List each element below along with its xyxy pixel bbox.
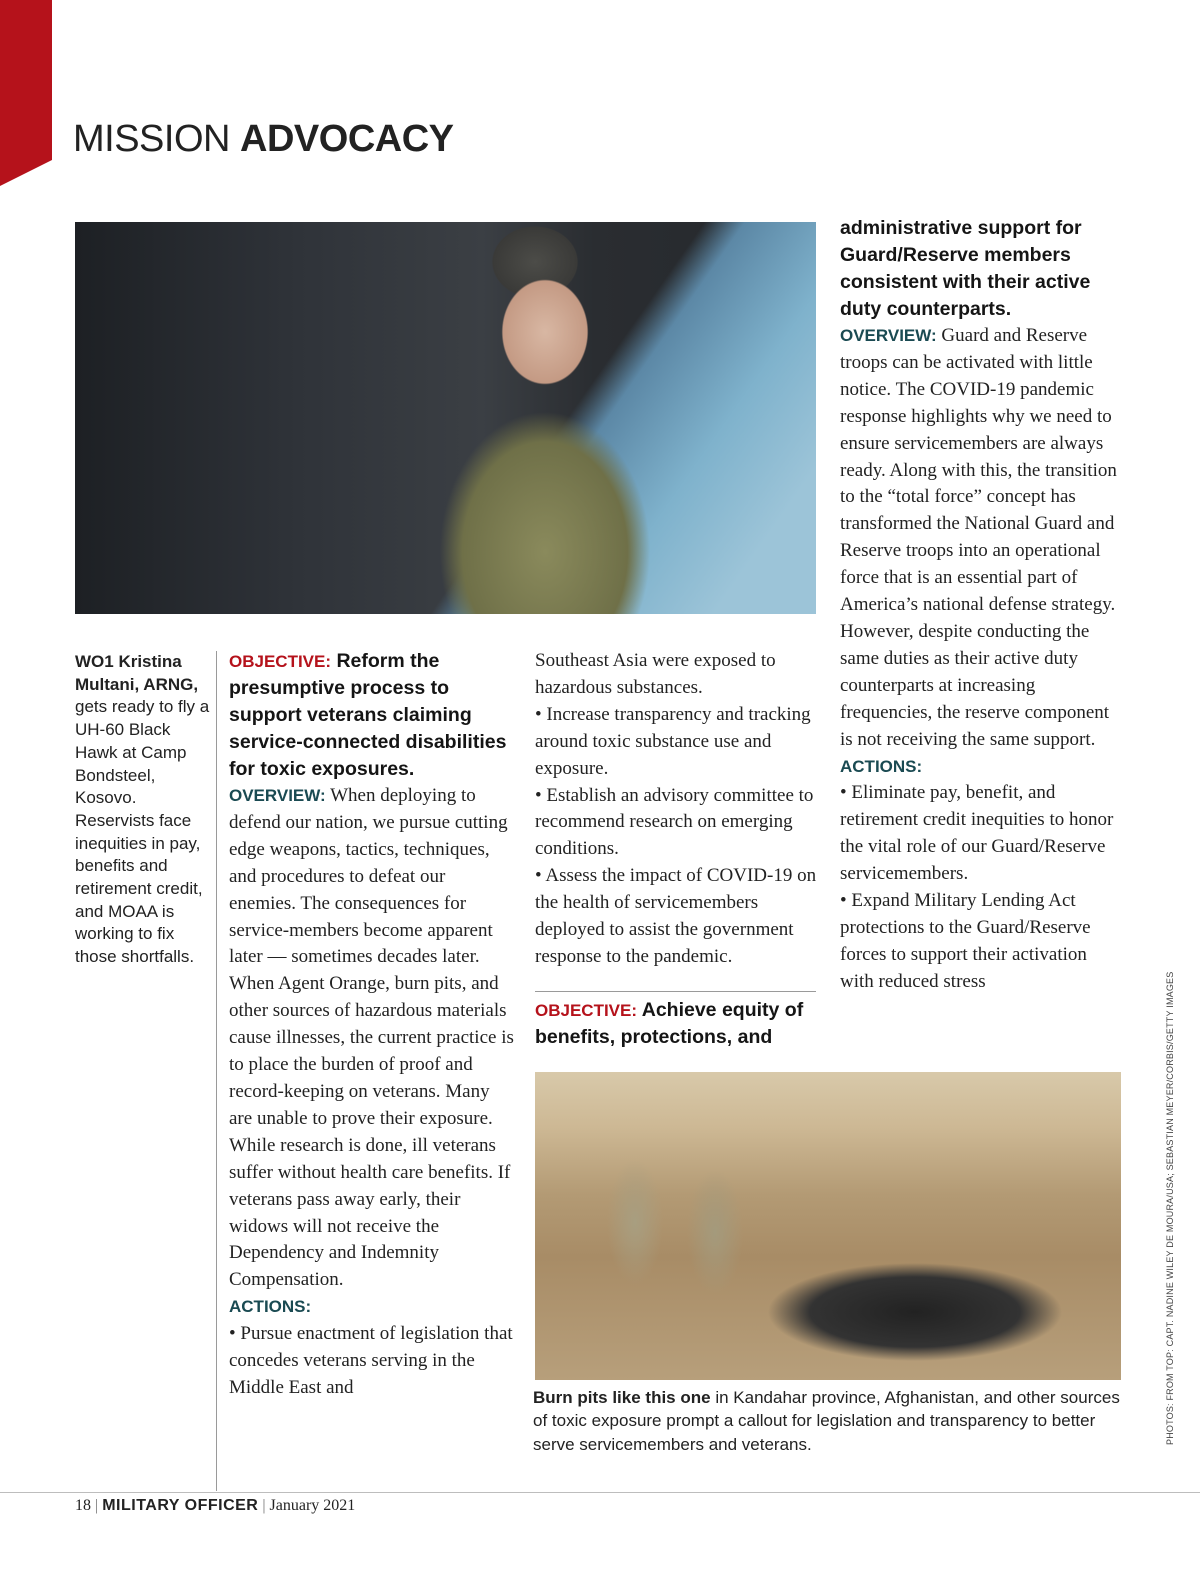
- page-footer: [75, 1497, 355, 1515]
- column-divider: [216, 651, 217, 1491]
- section-title-bold: ADVOCACY: [240, 118, 454, 160]
- overview-1-label: OVERVIEW:: [229, 786, 326, 805]
- footer-separator-2: |: [262, 1497, 266, 1514]
- top-photo-caption: [75, 651, 210, 969]
- magazine-name: MILITARY OFFICER: [102, 1497, 259, 1514]
- action-1-2: • Increase transparency and tracking around toxic substance use and exposure.: [535, 703, 811, 779]
- actions-1-label: ACTIONS:: [229, 1297, 312, 1317]
- action-1-1-cont: Southeast Asia were exposed to hazardous substances.: [535, 650, 776, 698]
- objective-2: [535, 997, 818, 1051]
- bottom-photo-caption-bold: Burn pits like this one: [533, 1388, 711, 1407]
- article-column-3: [840, 215, 1125, 996]
- objective-1-label: OBJECTIVE:: [229, 652, 332, 671]
- overview-2-text: Guard and Reserve troops can be activated with little notice. The COVID-19 pandemic response highlights why we need to ensure servicemembers are always ready. Along with this, the transition to the “total force” concept has transformed the National Guard and Reserve troops into an operational force that is an essential part of America’s national defense strategy. However, despite conducting the same duties as their active duty counterparts at increasing frequencies, the reserve component is not receiving the same support.: [840, 325, 1117, 750]
- helicopter-pilot-photo: [75, 222, 816, 614]
- objective-2-text: Achieve equity of benefits, protections, and: [535, 999, 804, 1048]
- section-title: [73, 118, 454, 161]
- overview-2: [840, 323, 1125, 754]
- action-1-3: • Establish an advisory committee to recommend research on emerging conditions.: [535, 784, 814, 860]
- top-photo-caption-text: gets ready to fly a UH-60 Black Hawk at Camp Bondsteel, Kosovo. Reservists face inequities in pay, benefits and retirement credit, and MOAA is working to fix those shortfalls.: [75, 697, 210, 967]
- top-photo-caption-bold: WO1 Kristina Multani, ARNG,: [75, 652, 199, 694]
- article-column-1: [229, 648, 514, 1402]
- action-1-1: • Pursue enactment of legislation that concedes veterans serving in the Middle East and: [229, 1323, 513, 1398]
- action-2-1: • Eliminate pay, benefit, and retirement credit inequities to honor the vital role of our Guard/Reserve servicemembers.: [840, 782, 1114, 885]
- photo-credit: PHOTOS: FROM TOP: CAPT. NADINE WILEY DE MOURA/USA; SEBASTIAN MEYER/CORBIS/GETTY IMAGES: [1165, 971, 1175, 1445]
- section-title-light: MISSION: [73, 118, 230, 160]
- actions-2-label: ACTIONS:: [840, 756, 923, 776]
- overview-1: [229, 783, 514, 1294]
- objective-2-cont: administrative support for Guard/Reserve members consistent with their active duty counterparts.: [840, 217, 1091, 320]
- issue-date: January 2021: [269, 1497, 356, 1514]
- action-2-2: • Expand Military Lending Act protections to the Guard/Reserve forces to support their activation with reduced stress: [840, 890, 1091, 992]
- bottom-photo-caption: [533, 1386, 1123, 1456]
- burn-pit-photo: [535, 1072, 1121, 1380]
- page-number: 18: [75, 1497, 91, 1514]
- objective-2-label: OBJECTIVE:: [535, 1001, 638, 1020]
- objective-1-text: Reform the presumptive process to support veterans claiming service-connected disabilities for toxic exposures.: [229, 650, 507, 780]
- overview-1-text: When deploying to defend our nation, we pursue cutting edge weapons, tactics, techniques, and procedures to defeat our enemies. The consequences for service-members become apparent later — sometimes decades later. When Agent Orange, burn pits, and other sources of hazardous materials cause illnesses, the current practice is to place the burden of proof and record-keeping on veterans. Many are unable to prove their exposure. While research is done, ill veterans suffer without health care benefits. If veterans pass away early, their widows will not receive the Dependency and Indemnity Compensation.: [229, 785, 514, 1291]
- action-1-4: • Assess the impact of COVID-19 on the health of servicemembers deployed to assist the government response to the pandemic.: [535, 865, 817, 967]
- bottom-photo-caption-text: in Kandahar province, Afghanistan, and other sources of toxic exposure prompt a callout for legislation and transparency to better serve servicemembers and veterans.: [533, 1388, 1120, 1454]
- footer-separator-1: |: [95, 1497, 99, 1514]
- article-column-2-objective: [535, 997, 818, 1051]
- footer-rule: [0, 1492, 1200, 1493]
- objective-1: [229, 648, 514, 783]
- section-color-tab: [0, 0, 52, 186]
- article-column-2: [535, 648, 818, 971]
- objective-divider: [535, 991, 816, 992]
- overview-2-label: OVERVIEW:: [840, 326, 937, 345]
